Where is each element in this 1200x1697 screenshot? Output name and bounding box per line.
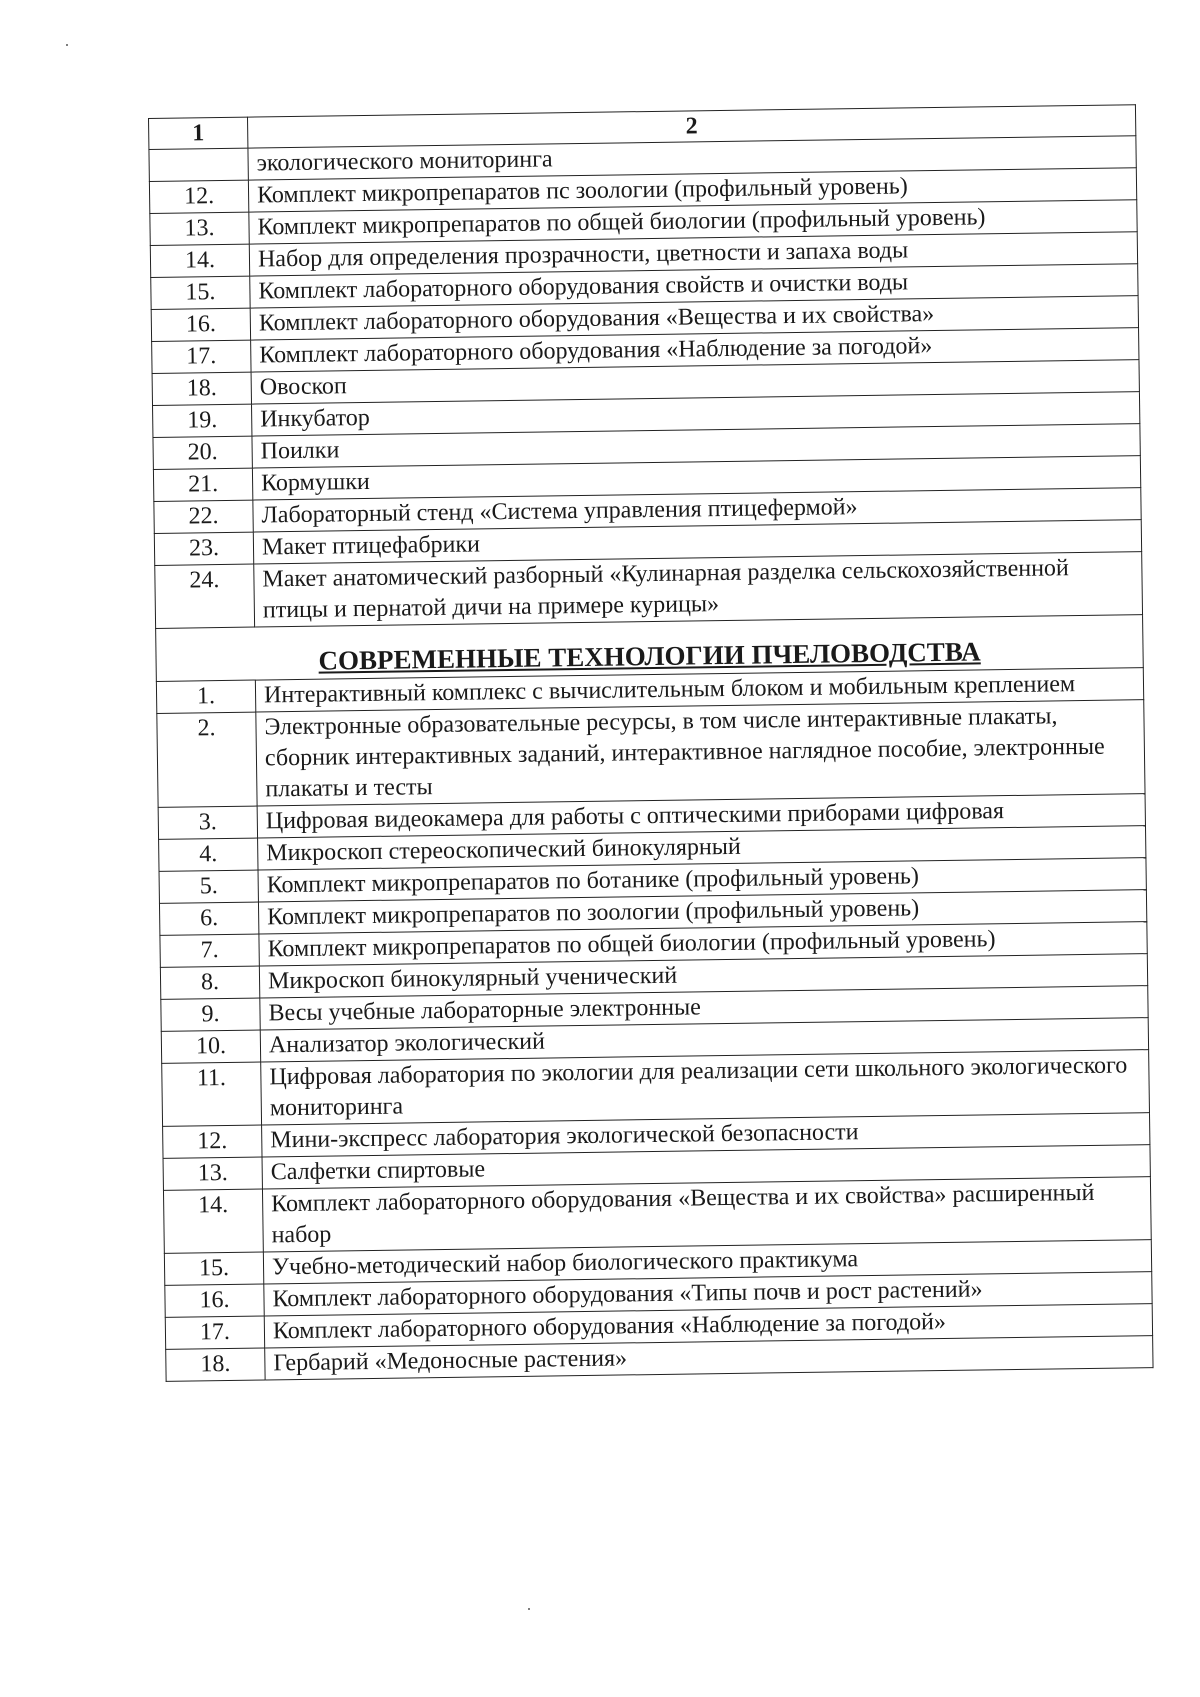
row-name: Комплект микропрепаратов по зоологии (профильный уровень) [258, 890, 1146, 934]
row-number [149, 148, 248, 181]
row-name: Овоскоп [251, 360, 1139, 404]
row-number: 8. [160, 966, 259, 999]
row-name: Инкубатор [252, 392, 1140, 436]
row-number: 17. [165, 1316, 264, 1349]
row-name: Комплект микропрепаратов пс зоологии (профильный уровень) [248, 168, 1136, 212]
equipment-table [148, 104, 1154, 1382]
scan-speck [66, 44, 68, 46]
row-name: Комплект лабораторного оборудования «Вещества и их свойства» [250, 296, 1138, 340]
row-name: Комплект лабораторного оборудования «Наблюдение за погодой» [264, 1304, 1152, 1348]
row-number: 14. [150, 244, 249, 277]
row-number: 9. [161, 998, 260, 1031]
row-name: Набор для определения прозрачности, цветности и запаха воды [249, 232, 1137, 276]
row-name: экологического мониторинга [248, 136, 1136, 180]
row-number: 2. [157, 712, 257, 807]
row-name: Комплект микропрепаратов по общей биологии (профильный уровень) [249, 200, 1137, 244]
row-name: Гербарий «Медоносные растения» [265, 1336, 1153, 1380]
row-number: 18. [166, 1348, 265, 1381]
row-number: 23. [154, 532, 253, 565]
row-name: Макет анатомический разборный «Кулинарная разделка сельскохозяйственной птицы и пернатой дичи на примере курицы» [254, 552, 1143, 627]
row-name: Микроскоп стереоскопический бинокулярный [258, 826, 1146, 870]
row-name: Поилки [252, 424, 1140, 468]
row-number: 16. [165, 1284, 264, 1317]
row-number: 5. [159, 870, 258, 903]
row-name: Мини-экспресс лаборатория экологической безопасности [262, 1113, 1150, 1157]
row-name: Интерактивный комплекс с вычислительным блоком и мобильным креплением [255, 668, 1143, 712]
row-name: Цифровая видеокамера для работы с оптическими приборами цифровая [257, 794, 1145, 838]
row-name: Электронные образовательные ресурсы, в том числе интерактивные плакаты, сборник интерактивных заданий, интерактивное наглядное пособие, электронные плакаты и тесты [256, 700, 1145, 806]
row-number: 3. [158, 806, 257, 839]
row-name: Учебно-методический набор биологического практикума [263, 1240, 1151, 1284]
row-number: 12. [149, 180, 248, 213]
row-name: Лабораторный стенд «Система управления птицефермой» [253, 488, 1141, 532]
row-name: Комплект лабораторного оборудования «Типы почв и рост растений» [264, 1272, 1152, 1316]
row-number: 12. [163, 1125, 262, 1158]
row-number: 14. [163, 1189, 263, 1253]
row-number: 11. [162, 1062, 262, 1126]
row-name: Комплект лабораторного оборудования «Вещества и их свойства» расширенный набор [262, 1177, 1151, 1252]
row-number: 20. [153, 436, 252, 469]
row-number: 19. [153, 404, 252, 437]
row-name: Комплект микропрепаратов по общей биологии (профильный уровень) [259, 922, 1147, 966]
row-number: 10. [161, 1030, 260, 1063]
header-col-2: 2 [247, 105, 1135, 148]
row-name: Комплект микропрепаратов по ботанике (профильный уровень) [258, 858, 1146, 902]
row-number: 15. [164, 1252, 263, 1285]
row-number: 22. [154, 500, 253, 533]
table-row [157, 700, 1145, 808]
row-name: Весы учебные лабораторные электронные [260, 986, 1148, 1030]
row-name: Кормушки [252, 456, 1140, 500]
equipment-sheet [148, 104, 1154, 1382]
equipment-table-body [149, 105, 1154, 1382]
row-number: 18. [152, 372, 251, 405]
row-number: 6. [159, 902, 258, 935]
row-number: 15. [151, 276, 250, 309]
row-name: Комплект лабораторного оборудования «Наблюдение за погодой» [251, 328, 1139, 372]
row-number: 13. [150, 212, 249, 245]
row-name: Микроскоп бинокулярный ученический [259, 954, 1147, 998]
row-name: Комплект лабораторного оборудования свойств и очистки воды [250, 264, 1138, 308]
row-number: 16. [151, 308, 250, 341]
row-name: Салфетки спиртовые [262, 1145, 1150, 1189]
section-title: СОВРЕМЕННЫЕ ТЕХНОЛОГИИ ПЧЕЛОВОДСТВА [156, 615, 1144, 682]
header-col-1: 1 [149, 117, 248, 149]
row-number: 4. [159, 838, 258, 871]
row-name: Цифровая лаборатория по экологии для реализации сети школьного экологического мониторинга [261, 1050, 1150, 1125]
scan-speck [528, 1608, 530, 1610]
row-number: 24. [155, 564, 255, 628]
row-number: 13. [163, 1157, 262, 1190]
row-name: Анализатор экологический [260, 1018, 1148, 1062]
row-number: 21. [153, 468, 252, 501]
row-name: Макет птицефабрики [253, 520, 1141, 564]
row-number: 1. [156, 680, 255, 713]
row-number: 17. [152, 340, 251, 373]
row-number: 7. [160, 934, 259, 967]
